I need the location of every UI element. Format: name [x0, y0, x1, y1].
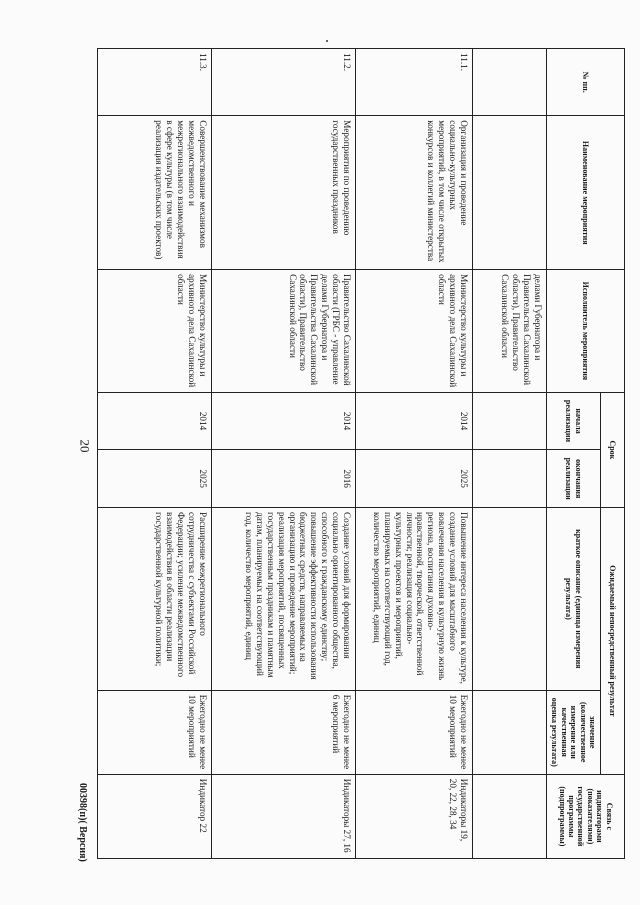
rotated-table-wrapper: [98, 48, 625, 859]
cell-start: 2014: [97, 392, 211, 450]
scan-speck: [326, 40, 328, 42]
cell-value: Ежегодно не менее 10 мероприятий: [355, 690, 472, 774]
header-desc: краткое описание (единица измерения результата): [546, 508, 600, 691]
header-term: Срок: [601, 392, 625, 507]
cell-end: 2016: [211, 450, 355, 508]
cell-value: Ежегодно не менее 10 мероприятий: [97, 690, 211, 774]
cell-name: Организация и проведение социально-культурных мероприятий, в том числе открытых конкурсов и коллегий министерства: [355, 116, 472, 270]
cell-end: 2025: [355, 450, 472, 508]
cell-num: [472, 49, 546, 116]
header-num: № пп.: [546, 49, 624, 116]
cell-start: 2014: [211, 392, 355, 450]
document-code: 00398(п)( Версия): [77, 783, 88, 862]
header-link: Связь с индикаторами (показателями) государственной программы (подпрограммы): [546, 774, 624, 858]
cell-executor: Правительство Сахалинской области (ГРБС - управление делами Губернатора и Правительства Сахалинской области), Правительство Сахалинской области: [211, 270, 355, 393]
header-executor: Исполнитель мероприятия: [546, 270, 624, 393]
cell-link: Индикаторы 19, 20, 22, 28, 34: [355, 774, 472, 858]
cell-name: Мероприятия по проведению государственных праздников: [211, 116, 355, 270]
table-row: [472, 49, 546, 859]
table-row: [355, 49, 472, 859]
cell-name: [472, 116, 546, 270]
cell-value: Ежегодно не менее 6 мероприятий: [211, 690, 355, 774]
activities-table: [97, 48, 625, 859]
cell-end: [472, 450, 546, 508]
cell-value: [472, 690, 546, 774]
header-end: окончания реализации: [546, 450, 600, 508]
table-row: [211, 49, 355, 859]
header-start: начала реализации: [546, 392, 600, 450]
cell-link: Индикаторы 27, 16: [211, 774, 355, 858]
cell-num: 11.3.: [97, 49, 211, 116]
cell-executor: Министерство культуры и архивного дела Сахалинской области: [97, 270, 211, 393]
cell-end: 2025: [97, 450, 211, 508]
header-result: Ожидаемый непосредственный результат: [601, 508, 625, 775]
cell-desc: Создание условий для формирования социально ориентированного общества, способного к гражданскому единству; повышение эффективности использования бюджетных средств, направляемых на организацию и проведение мероприятий; реализация мероприятий, посвященных государственным праздникам и памятным датам, планируемых на соответствующий год, количество мероприятий, единиц: [211, 508, 355, 691]
page-number: 20: [77, 439, 93, 453]
table-row: [97, 49, 211, 859]
cell-desc: Расширение межрегионального сотрудничества с субъектами Российской Федерации; усиление межведомственного взаимодействия в области реализации государственной культурной политики;: [97, 508, 211, 691]
cell-num: 11.1.: [355, 49, 472, 116]
cell-start: 2014: [355, 392, 472, 450]
cell-executor: делами Губернатора и Правительства Сахалинской области), Правительство Сахалинской области: [472, 270, 546, 393]
header-value: значение (количественное измерение или качественная оценка результата): [546, 690, 600, 774]
cell-name: Совершенствование механизмов межведомственного и межрегионального взаимодействия в сфере культуры (в том числе реализация издательских проектов): [97, 116, 211, 270]
header-name: Наименование мероприятия: [546, 116, 624, 270]
cell-desc: Повышение интереса населения к культуре, создание условий для масштабного вовлечения населения в культурную жизнь региона, воспитания духовно-нравственной, творческой, ответственной личности; реализация социально-культурных проектов и мероприятий, планируемых на соответствующий год, количество мероприятий, единиц: [355, 508, 472, 691]
cell-link: Индикатор 22: [97, 774, 211, 858]
cell-num: 11.2.: [211, 49, 355, 116]
cell-executor: Министерство культуры и архивного дела Сахалинской области: [355, 270, 472, 393]
cell-start: [472, 392, 546, 450]
cell-desc: [472, 508, 546, 691]
cell-link: [472, 774, 546, 858]
